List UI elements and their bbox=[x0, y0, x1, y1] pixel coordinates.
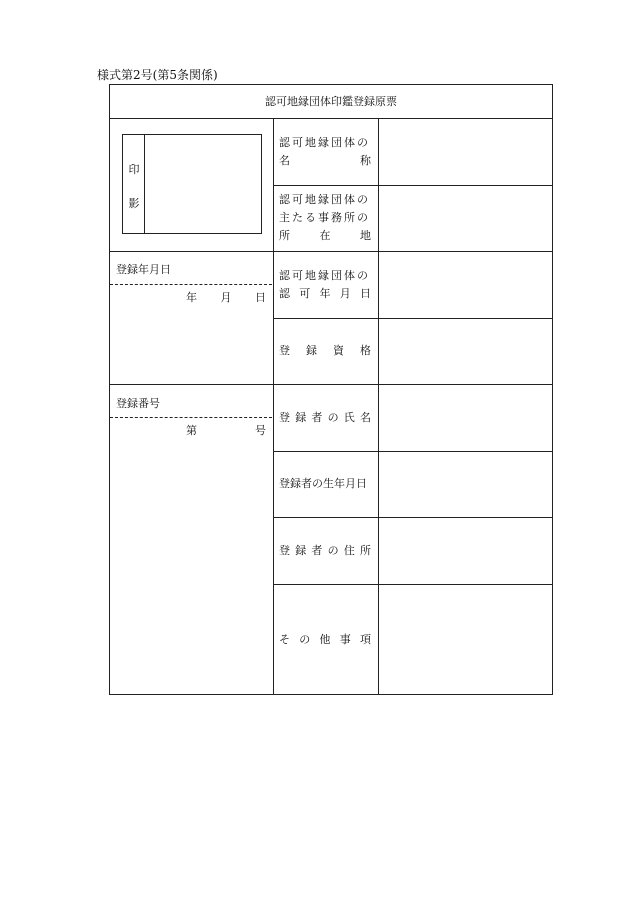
field-label-office-address bbox=[279, 191, 371, 245]
label-char: 格 bbox=[360, 344, 371, 357]
row-divider bbox=[110, 384, 552, 385]
seal-label-char: 影 bbox=[128, 197, 140, 210]
registration-date-label: 登録年月日 bbox=[116, 263, 171, 276]
seal-box-divider bbox=[144, 135, 145, 233]
label-char: 事 bbox=[339, 633, 351, 646]
field-label-approval-date bbox=[279, 267, 371, 303]
day-unit: 日 bbox=[255, 291, 266, 304]
label-char: 他 bbox=[319, 633, 331, 646]
label-char: 登 bbox=[279, 544, 290, 557]
form-title: 認可地縁団体印鑑登録原票 bbox=[265, 95, 397, 108]
label-char: 可 bbox=[299, 287, 311, 300]
label-line bbox=[279, 542, 371, 560]
label-char: 所 bbox=[359, 544, 371, 557]
label-line bbox=[279, 409, 371, 427]
label-char: 氏 bbox=[343, 411, 355, 424]
number-prefix: 第 bbox=[186, 424, 197, 437]
row-divider bbox=[273, 517, 552, 518]
field-label-group-name bbox=[279, 134, 371, 170]
field-label-other-matters bbox=[279, 631, 371, 649]
year-unit: 年 bbox=[186, 291, 197, 304]
label-char: 項 bbox=[360, 633, 371, 646]
form-number: 様式第2号(第5条関係) bbox=[97, 68, 218, 82]
label-char: 登 bbox=[279, 411, 290, 424]
label-char: そ bbox=[279, 633, 290, 646]
label-char: の bbox=[327, 411, 339, 424]
row-divider bbox=[273, 451, 552, 452]
label-char: 資 bbox=[333, 344, 344, 357]
label-char: 認 bbox=[279, 287, 290, 300]
label-line bbox=[279, 285, 371, 303]
label-char: 録 bbox=[295, 411, 307, 424]
registration-number-value bbox=[186, 422, 266, 438]
label-char: 住 bbox=[343, 544, 355, 557]
label-char: 月 bbox=[339, 287, 351, 300]
row-divider bbox=[273, 584, 552, 585]
label-char: 録 bbox=[306, 344, 317, 357]
title-divider bbox=[110, 118, 552, 119]
label-line: 認可地縁団体の bbox=[279, 269, 370, 282]
field-label-registrant-name bbox=[279, 409, 371, 427]
label-char: の bbox=[327, 544, 339, 557]
label-char: 登 bbox=[279, 344, 290, 357]
label-char: 者 bbox=[311, 411, 323, 424]
row-divider bbox=[273, 318, 552, 319]
left-column-divider bbox=[273, 118, 274, 695]
registration-date-value bbox=[186, 289, 266, 305]
label-char: 称 bbox=[360, 154, 371, 167]
seal-label-char: 印 bbox=[128, 163, 140, 176]
label-char: 日 bbox=[360, 287, 371, 300]
row-divider bbox=[273, 185, 552, 186]
label-char: 地 bbox=[360, 229, 371, 242]
field-label-registrant-address bbox=[279, 542, 371, 560]
label-char: 者 bbox=[311, 544, 323, 557]
registration-form-table bbox=[109, 84, 553, 695]
field-label-registrant-birthdate bbox=[279, 475, 371, 493]
label-column-divider bbox=[378, 118, 379, 695]
number-suffix: 号 bbox=[255, 424, 266, 437]
month-unit: 月 bbox=[220, 291, 232, 304]
label-line bbox=[279, 342, 371, 360]
dashed-divider bbox=[110, 284, 272, 285]
label-char: 所 bbox=[279, 229, 290, 242]
label-line bbox=[279, 227, 371, 245]
label-char: 在 bbox=[319, 229, 331, 242]
label-line: 主たる事務所の bbox=[279, 211, 370, 224]
field-label-qualification bbox=[279, 342, 371, 360]
label-line: 認可地縁団体の bbox=[279, 193, 370, 206]
label-char: の bbox=[299, 633, 311, 646]
dashed-divider bbox=[110, 417, 272, 418]
label-line: 認可地縁団体の bbox=[279, 136, 370, 149]
label-char: 年 bbox=[319, 287, 331, 300]
label-line bbox=[279, 631, 371, 649]
registration-number-label: 登録番号 bbox=[116, 397, 160, 410]
row-divider bbox=[110, 251, 552, 252]
label-line bbox=[279, 152, 371, 170]
label-char: 名 bbox=[359, 411, 371, 424]
label-line: 登録者の生年月日 bbox=[279, 477, 367, 490]
label-char: 名 bbox=[279, 154, 290, 167]
seal-impression-box bbox=[122, 134, 262, 234]
label-char: 録 bbox=[295, 544, 307, 557]
